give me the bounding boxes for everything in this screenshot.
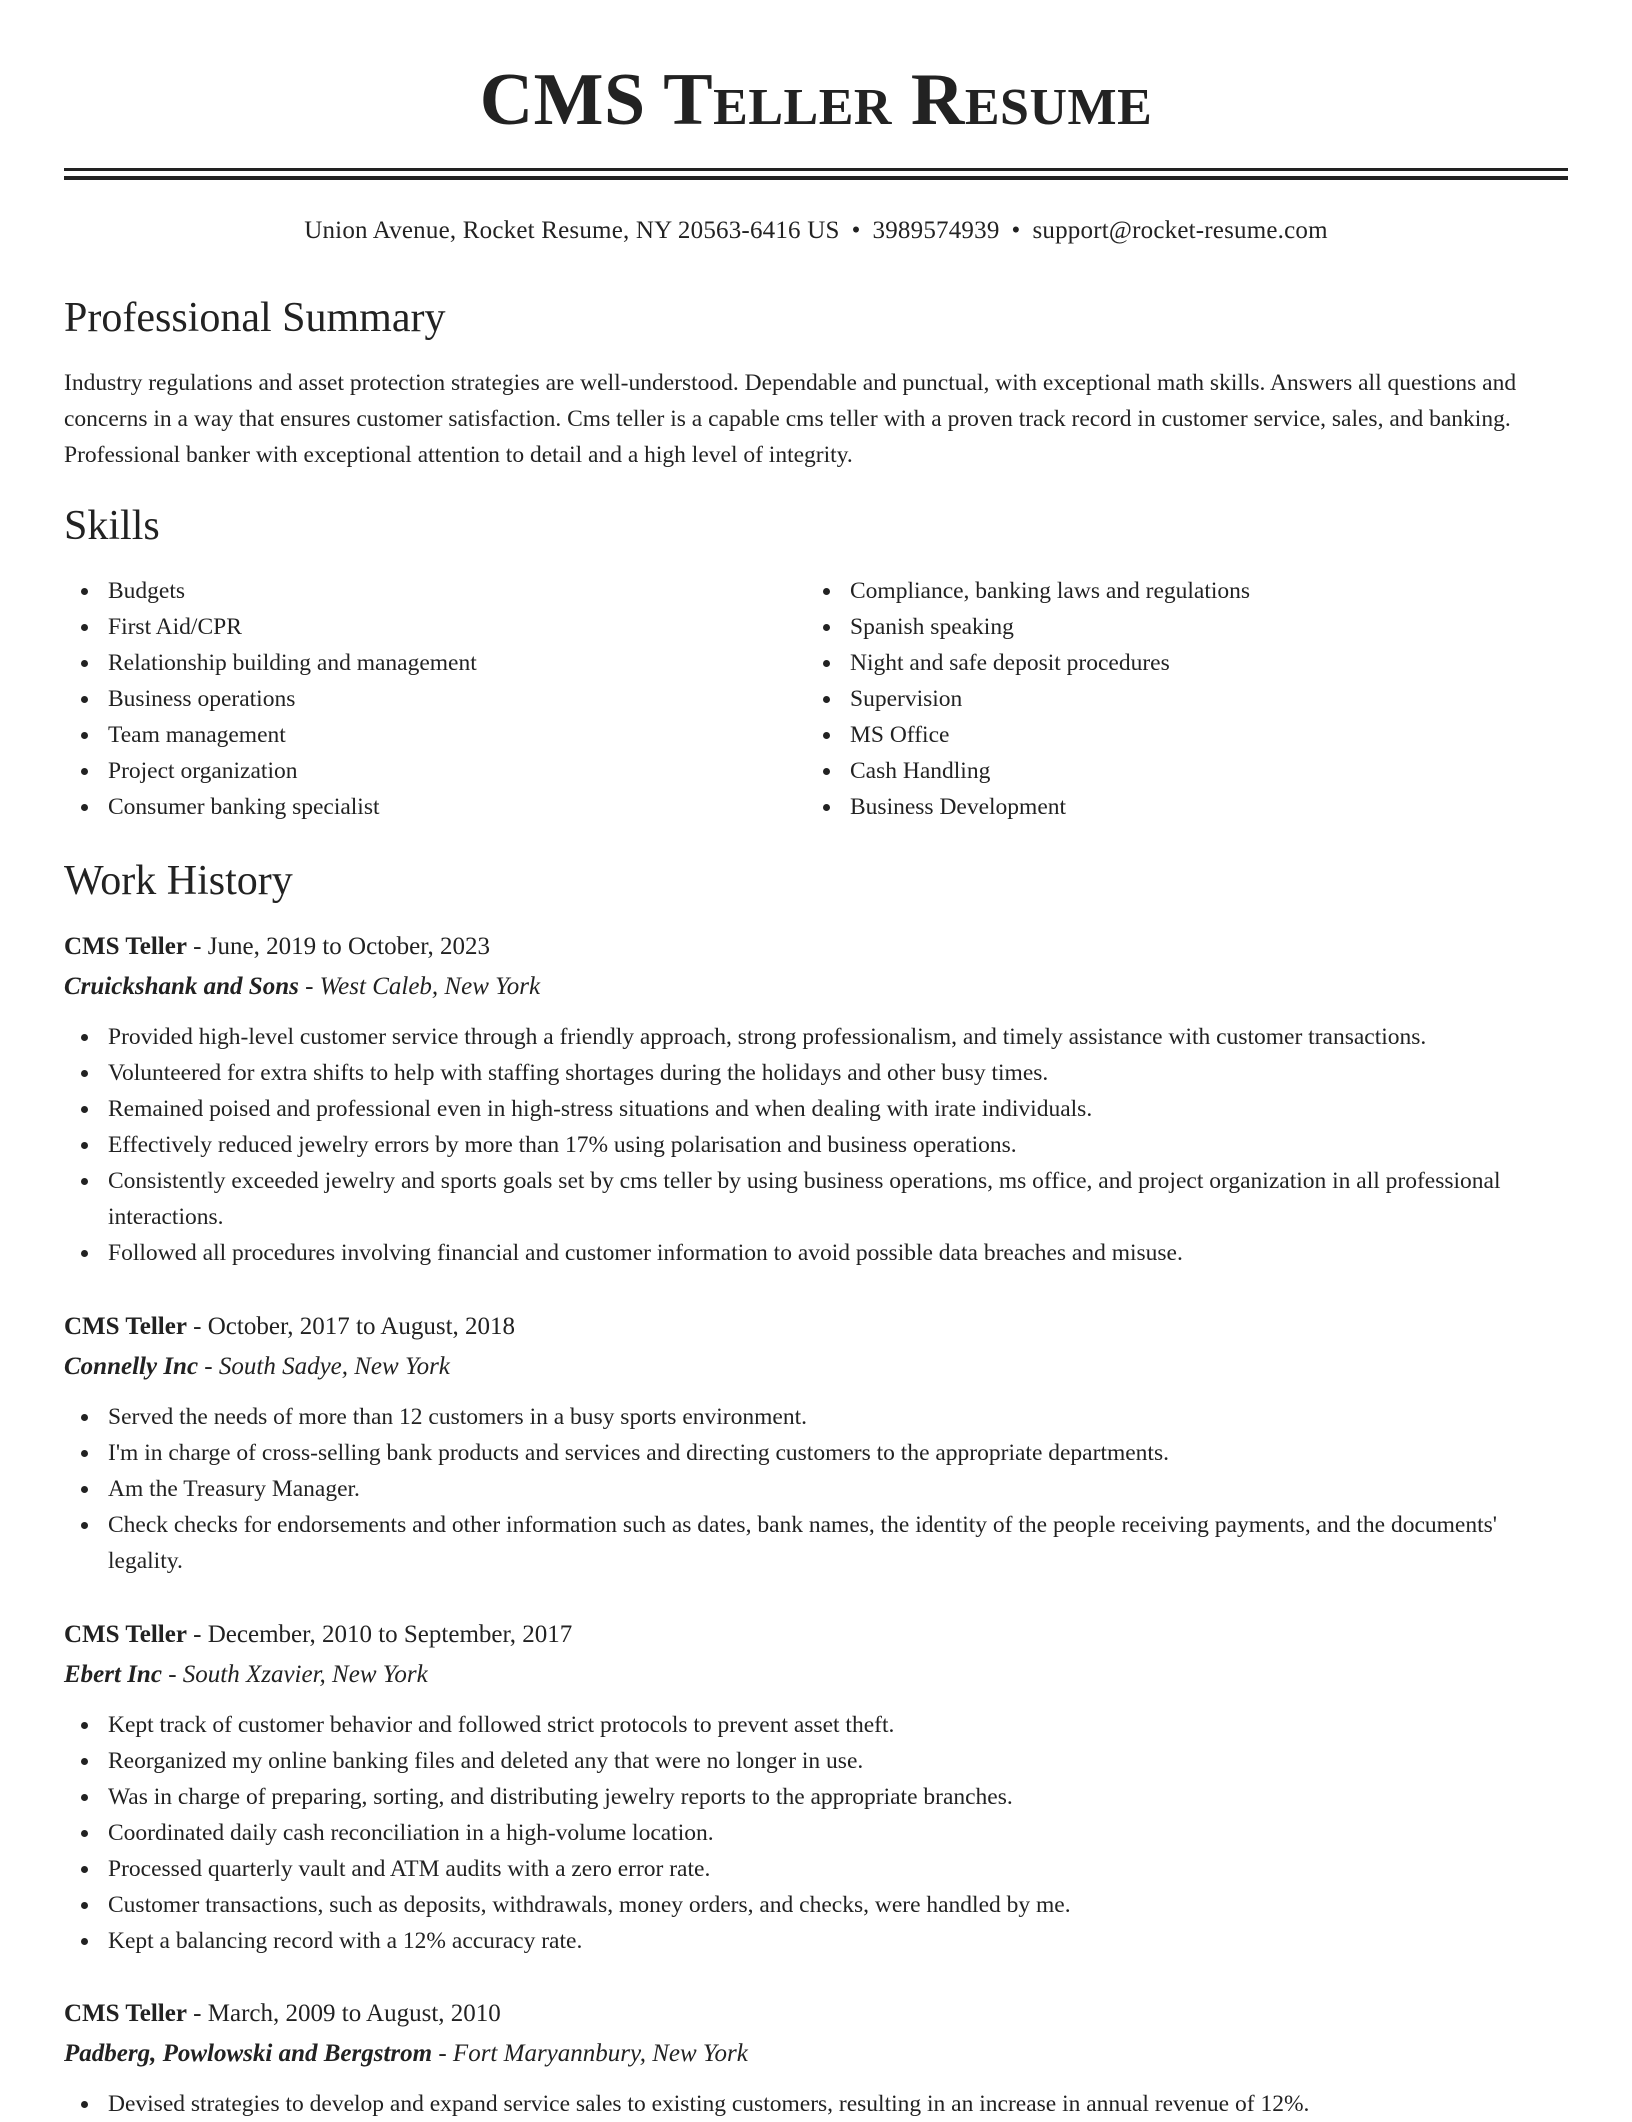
job-bullet: Kept track of customer behavior and followed strict protocols to prevent asset theft. [64,1707,1568,1743]
job-role: CMS Teller [64,2000,187,2027]
job-role-line [64,1307,1568,1347]
skill-item: Spanish speaking [806,609,1546,645]
contact-separator: • [1011,217,1021,244]
job-bullet: Check checks for endorsements and other information such as dates, bank names, the identity of the people receiving payments, and the documents' legality. [64,1507,1568,1579]
job-company: Connelly Inc [64,1353,199,1380]
skill-item: Supervision [806,681,1546,717]
summary-heading: Professional Summary [64,295,446,341]
job-bullet: Effectively reduced jewelry errors by more than 17% using polarisation and business operations. [64,1127,1568,1163]
job-location: - West Caleb, New York [298,973,541,1000]
job-bullets [64,1707,1568,1959]
job-bullet: Volunteered for extra shifts to help with staffing shortages during the holidays and other busy times. [64,1055,1568,1091]
contact-line [64,214,1568,248]
title-rule-bottom [64,176,1568,180]
summary-text: Industry regulations and asset protection strategies are well-understood. Dependable and punctual, with exceptional math skills. Answers all questions and concerns in a way that ensures customer satisfaction. Cms teller is a capable cms teller with a proven track record in customer service, sales, and banking. Professional banker with exceptional attention to detail and a high level of integrity. [64,370,1517,468]
contact-separator: • [851,217,861,244]
skill-item: Cash Handling [806,753,1546,789]
job-role-line [64,1994,1568,2034]
job-dates: - March, 2009 to August, 2010 [186,2000,501,2027]
job-bullet: Coordinated daily cash reconciliation in a high-volume location. [64,1815,1568,1851]
job-company-line [64,1655,1568,1695]
job-dates: - June, 2019 to October, 2023 [186,933,491,960]
skill-item: Consumer banking specialist [64,789,804,825]
skill-item: First Aid/CPR [64,609,804,645]
skill-item: Budgets [64,573,804,609]
job-bullet: Reorganized my online banking files and deleted any that were no longer in use. [64,1743,1568,1779]
job-bullet: Remained poised and professional even in high-stress situations and when dealing with irate individuals. [64,1091,1568,1127]
job-location: - Fort Maryannbury, New York [432,2040,748,2067]
job-company: Ebert Inc [64,1661,162,1688]
job-company-line [64,1347,1568,1387]
skill-item: MS Office [806,717,1546,753]
contact-address: Union Avenue, Rocket Resume, NY 20563-6416 US [304,217,840,244]
contact-phone: 3989574939 [872,217,1000,244]
job-role-line [64,1615,1568,1655]
job-bullet: Consistently exceeded jewelry and sports goals set by cms teller by using business operations, ms office, and project organization in all professional interactions. [64,1163,1568,1235]
job-bullet: I'm in charge of cross-selling bank products and services and directing customers to the appropriate departments. [64,1435,1568,1471]
skill-item: Business Development [806,789,1546,825]
contact-email: support@rocket-resume.com [1032,217,1328,244]
job-entry [64,1307,1568,1579]
job-bullet: Am the Treasury Manager. [64,1471,1568,1507]
title-rule-top [64,168,1568,171]
job-role: CMS Teller [64,1313,187,1340]
skills-column-right [806,573,1546,825]
job-role-line [64,927,1568,967]
job-bullet: Processed quarterly vault and ATM audits with a zero error rate. [64,1851,1568,1887]
job-bullet: Devised strategies to develop and expand service sales to existing customers, resulting in an increase in annual revenue of 12%. [64,2086,1568,2122]
skill-item: Project organization [64,753,804,789]
job-bullet: Was in charge of preparing, sorting, and distributing jewelry reports to the appropriate branches. [64,1779,1568,1815]
skills-heading: Skills [64,503,160,549]
job-bullet: Customer transactions, such as deposits, withdrawals, money orders, and checks, were handled by me. [64,1887,1568,1923]
job-company-line [64,2034,1568,2074]
job-company-line [64,967,1568,1007]
job-bullet: Kept a balancing record with a 12% accuracy rate. [64,1923,1568,1959]
skill-item: Compliance, banking laws and regulations [806,573,1546,609]
skill-item: Team management [64,717,804,753]
resume-page [64,0,1568,2117]
skill-item: Relationship building and management [64,645,804,681]
job-company: Padberg, Powlowski and Bergstrom [64,2040,433,2067]
job-bullets [64,1399,1568,1579]
job-role: CMS Teller [64,1621,187,1648]
resume-title: CMS Teller Resume [479,59,1153,141]
job-bullet: Followed all procedures involving financial and customer information to avoid possible data breaches and misuse. [64,1235,1568,1271]
job-role: CMS Teller [64,933,187,960]
job-bullet: Provided high-level customer service through a friendly approach, strong professionalism, and timely assistance with customer transactions. [64,1019,1568,1055]
job-dates: - December, 2010 to September, 2017 [186,1621,573,1648]
job-entry [64,927,1568,1271]
job-entry [64,1615,1568,1959]
work-history-heading: Work History [64,858,293,904]
job-bullet: Served the needs of more than 12 customers in a busy sports environment. [64,1399,1568,1435]
job-bullets [64,1019,1568,1271]
skills-column-left [64,573,804,825]
job-bullets [64,2086,1568,2122]
job-entry [64,1994,1568,2122]
skill-item: Business operations [64,681,804,717]
job-location: - South Xzavier, New York [161,1661,428,1688]
job-dates: - October, 2017 to August, 2018 [186,1313,516,1340]
job-company: Cruickshank and Sons [64,973,299,1000]
job-location: - South Sadye, New York [198,1353,450,1380]
skill-item: Night and safe deposit procedures [806,645,1546,681]
